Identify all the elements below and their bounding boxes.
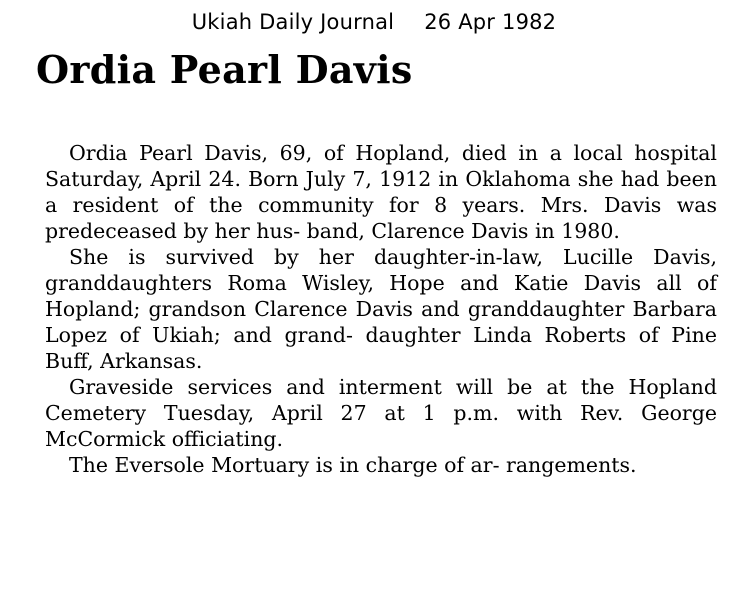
publication-name: Ukiah Daily Journal xyxy=(191,10,395,34)
paragraph-survivors: She is survived by her daughter-in-law, Lucille Davis, granddaughters Roma Wisley, Hope and Katie Davis all of Hopland; grandson Clarence Davis and granddaughter Barbara Lopez of Ukiah; and grand- daughter Linda Roberts of Pine Buff, Arkansas. xyxy=(45,245,717,373)
paragraph-services: Graveside services and interment will be at the Hopland Cemetery Tuesday, April 27 at 1 p.m. with Rev. George McCormick officiating. xyxy=(45,375,717,451)
publication-date: 26 Apr 1982 xyxy=(424,10,557,34)
paragraph-arrangements: The Eversole Mortuary is in charge of ar- rangements. xyxy=(69,453,637,477)
paragraph-death-notice: Ordia Pearl Davis, 69, of Hopland, died in a local hospital Saturday, April 24. Born July 7, 1912 in Oklahoma she had been a resident of the community for 8 years. Mrs. Davis was predeceased by her hus- band, Clarence Davis in 1980. xyxy=(45,141,717,243)
obituary-title: Ordia Pearl Davis xyxy=(36,47,413,92)
obituary-body xyxy=(45,140,717,478)
clipping-header xyxy=(0,10,748,34)
